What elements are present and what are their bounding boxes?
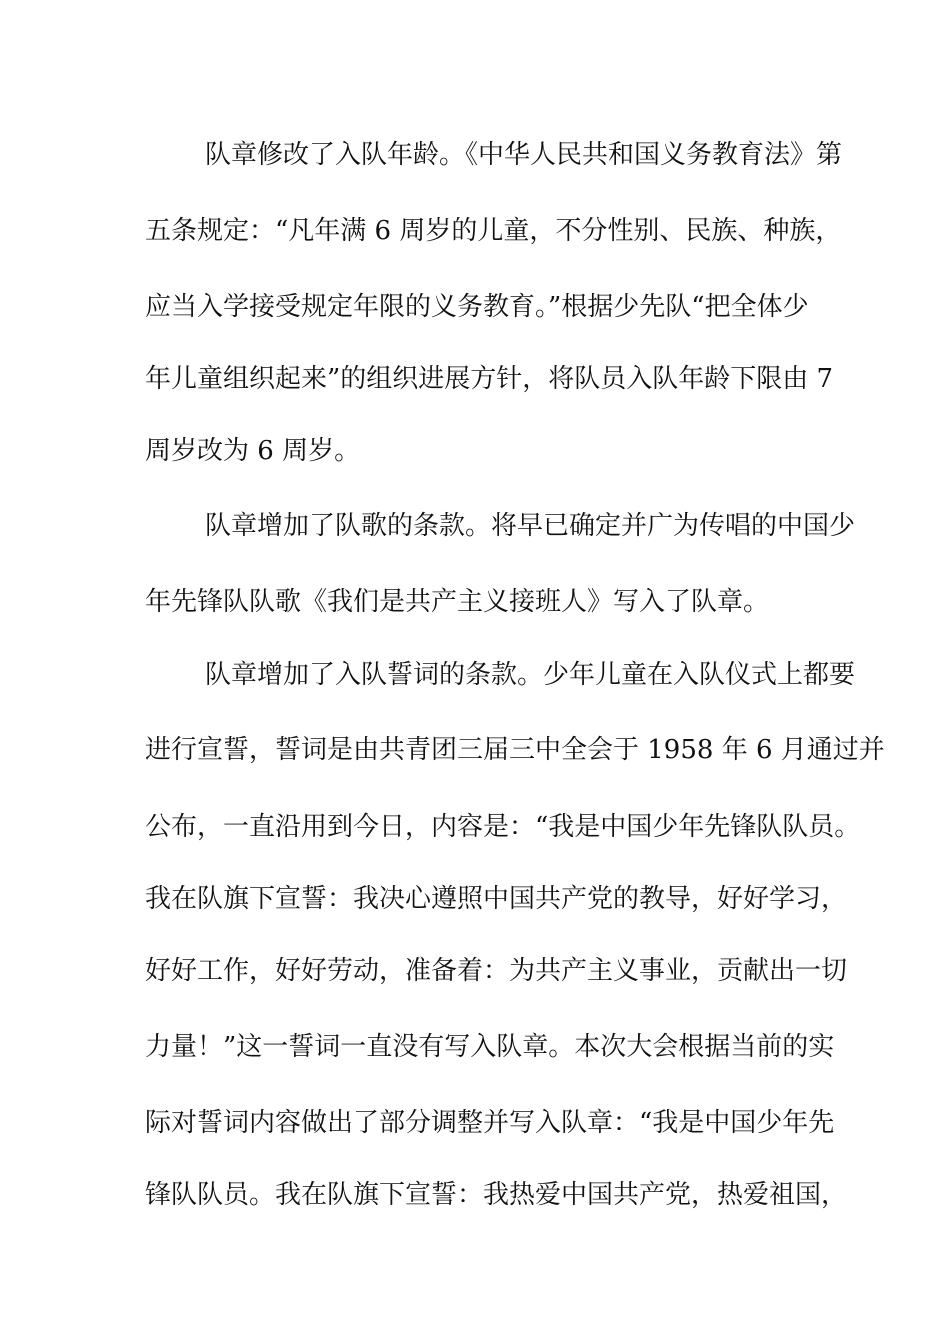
paragraph-3-line-4 [0, 879, 950, 919]
paragraph-3-line-2 [0, 730, 950, 770]
text-line: 五条规定：“凡年满 6 周岁的儿童，不分性别、民族、种族， [145, 216, 842, 246]
paragraph-3-line-6 [0, 1027, 950, 1067]
text-line: 队章增加了队歌的条款。将早已确定并广为传唱的中国少 [205, 511, 856, 541]
paragraph-1-line-5 [0, 431, 950, 471]
text-line: 年儿童组织起来”的组织进展方针，将队员入队年龄下限由 7 [145, 364, 834, 394]
paragraph-2-line-1 [0, 506, 950, 546]
text-line: 进行宣誓，誓词是由共青团三届三中全会于 1958 年 6 月通过并 [145, 735, 885, 765]
paragraph-1-line-2 [0, 211, 950, 251]
paragraph-3-line-7 [0, 1103, 950, 1143]
paragraph-1-line-1 [0, 135, 950, 175]
text-line: 好好工作，好好劳动，准备着：为共产主义事业，贡献出一切 [145, 956, 848, 986]
text-line: 队章修改了入队年龄。《中华人民共和国义务教育法》第 [205, 140, 843, 170]
text-line: 我在队旗下宣誓：我决心遵照中国共产党的教导，好好学习， [145, 884, 848, 914]
paragraph-3-line-3 [0, 807, 950, 847]
text-line: 年先锋队队歌《我们是共产主义接班人》写入了队章。 [145, 587, 770, 617]
paragraph-1-line-4 [0, 359, 950, 399]
paragraph-3-line-1 [0, 655, 950, 695]
text-line: 队章增加了入队誓词的条款。少年儿童在入队仪式上都要 [205, 660, 856, 690]
text-line: 力量！”这一誓词一直没有写入队章。本次大会根据当前的实 [145, 1032, 835, 1062]
paragraph-2-line-2 [0, 582, 950, 622]
text-line: 周岁改为 6 周岁。 [145, 436, 361, 466]
text-line: 公布，一直沿用到今日，内容是：“我是中国少年先锋队队员。 [145, 812, 861, 842]
text-line: 际对誓词内容做出了部分调整并写入队章：“我是中国少年先 [145, 1108, 835, 1138]
paragraph-3-line-5 [0, 951, 950, 991]
text-line: 锋队队员。我在队旗下宣誓：我热爱中国共产党，热爱祖国， [145, 1180, 848, 1210]
text-line: 应当入学接受规定年限的义务教育。”根据少先队“把全体少 [145, 292, 809, 322]
paragraph-3-line-8 [0, 1175, 950, 1215]
paragraph-1-line-3 [0, 287, 950, 327]
